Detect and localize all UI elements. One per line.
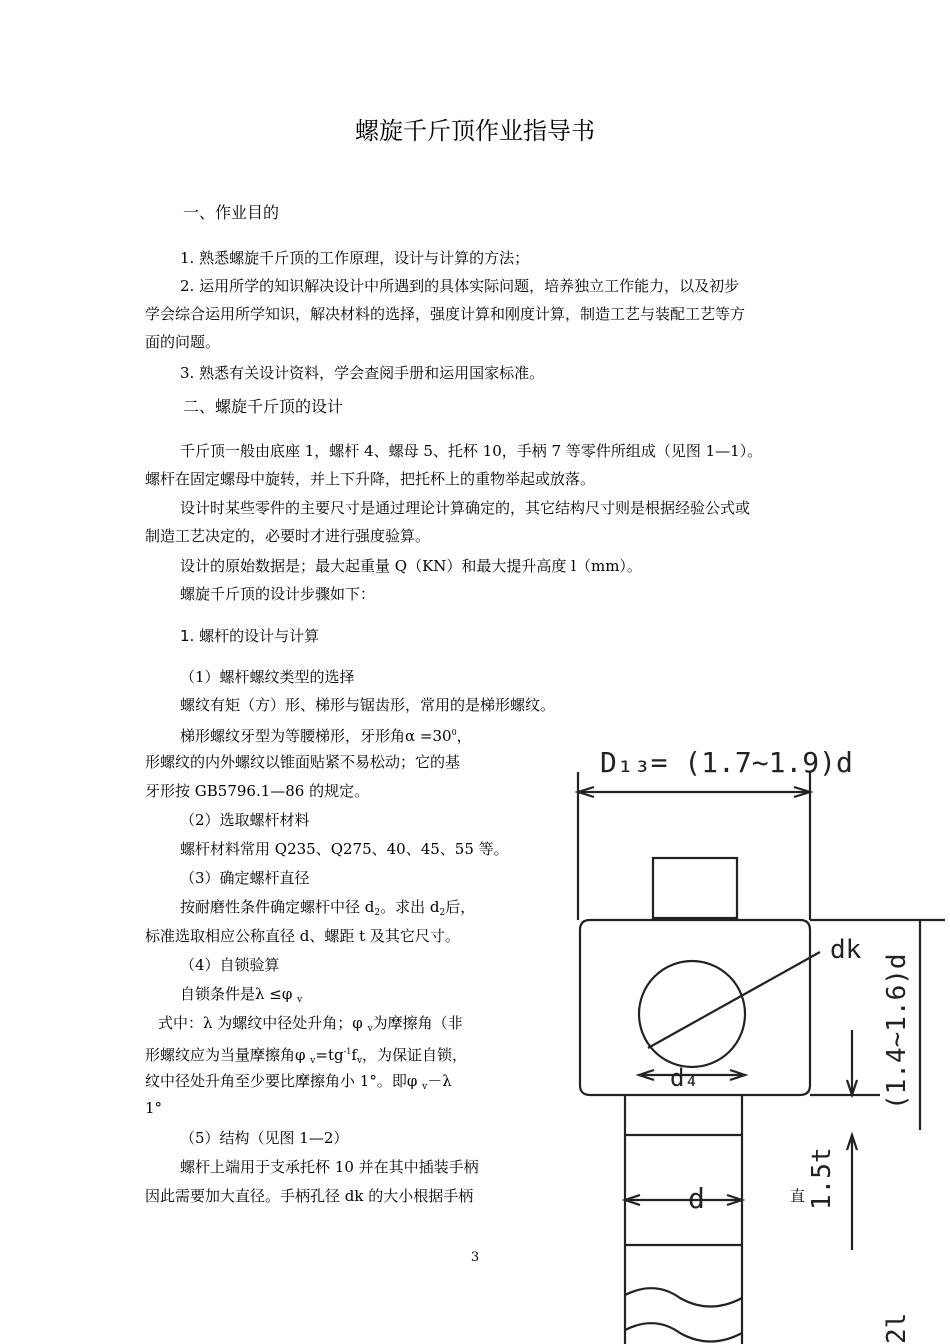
paragraph: 螺杆上端用于支承托杯 10 并在其中插装手柄 xyxy=(180,1158,479,1176)
step-heading: （2）选取螺杆材料 xyxy=(180,811,310,829)
dim-top-label: D₁₃= (1.7~1.9)d xyxy=(600,746,853,779)
paragraph: 螺杆材料常用 Q235、Q275、40、45、55 等。 xyxy=(180,840,509,858)
step-heading: （5）结构（见图 1—2） xyxy=(180,1129,349,1147)
section-heading-purpose: 一、作业目的 xyxy=(183,203,280,222)
paragraph: 形螺纹的内外螺纹以锥面贴紧不易松动；它的基 xyxy=(145,753,461,771)
paragraph: 2. 运用所学的知识解决设计中所遇到的具体实际问题，培养独立工作能力，以及初步 xyxy=(180,277,740,295)
paragraph-tail: 直 xyxy=(790,1187,806,1205)
paragraph: 千斤顶一般由底座 1，螺杆 4、螺母 5、托杯 10，手柄 7 等零件所组成（见图 1—1）。 xyxy=(180,442,763,460)
height-label: (1.4~1.6)d xyxy=(882,953,912,1110)
paragraph: 标准选取相应公称直径 d、螺距 t 及其它尺寸。 xyxy=(145,927,460,945)
paragraph: 1. 熟悉螺旋千斤顶的工作原理，设计与计算的方法； xyxy=(180,249,530,267)
step-heading: （4）自锁验算 xyxy=(180,956,280,974)
paragraph: 梯形螺纹牙型为等腰梯形，牙形角$\alpha =30^0$， xyxy=(180,727,472,745)
paragraph: 制造工艺决定的，必要时才进行强度验算。 xyxy=(145,527,431,545)
t15-label: 1.5t xyxy=(807,1147,837,1210)
paragraph: 设计时某些零件的主要尺寸是通过理论计算确定的，其它结构尺寸则是根据经验公式或 xyxy=(180,499,751,517)
subsection-heading: 1. 螺杆的设计与计算 xyxy=(180,627,320,645)
page-title: 螺旋千斤顶作业指导书 xyxy=(355,117,595,145)
paragraph: 牙形按 GB5796.1—86 的规定。 xyxy=(145,782,370,800)
paragraph: 螺旋千斤顶的设计步骤如下： xyxy=(180,585,376,603)
paragraph: 纹中径处升角至少要比摩擦角小 1°。即φ $_v$－λ xyxy=(145,1072,452,1092)
paragraph: 3. 熟悉有关设计资料，学会查阅手册和运用国家标准。 xyxy=(180,364,545,382)
paragraph: 1° xyxy=(145,1099,163,1117)
d4-label: d₄ xyxy=(670,1064,699,1092)
paragraph: 形螺纹应为当量摩擦角φ $_v=tg^{-1}f_v$，为保证自锁， xyxy=(145,1046,468,1066)
cut-label: 2l xyxy=(882,1312,912,1344)
d-label: d xyxy=(688,1182,705,1215)
paragraph: 式中：λ 为螺纹中径处升角；φ $_v$为摩擦角（非 xyxy=(158,1014,463,1034)
page-number: 3 xyxy=(470,1250,480,1265)
paragraph: 按耐磨性条件确定螺杆中径 $d_2$。求出 $d_2$后， xyxy=(180,898,476,918)
paragraph: 学会综合运用所学知识，解决材料的选择，强度计算和刚度计算，制造工艺与装配工艺等方 xyxy=(145,305,746,323)
step-heading: （3）确定螺杆直径 xyxy=(180,869,310,887)
section-heading-design: 二、螺旋千斤顶的设计 xyxy=(183,397,344,416)
paragraph: 自锁条件是λ ≤φ $_v$ xyxy=(180,985,303,1005)
dk-label: dk xyxy=(830,935,862,965)
step-heading: （1）螺杆螺纹类型的选择 xyxy=(180,668,355,686)
paragraph: 因此需要加大直径。手柄孔径 dk 的大小根据手柄 xyxy=(145,1187,474,1205)
paragraph: 螺纹有矩（方）形、梯形与锯齿形，常用的是梯形螺纹。 xyxy=(180,696,556,714)
paragraph: 螺杆在固定螺母中旋转，并上下升降，把托杯上的重物举起或放落。 xyxy=(145,470,596,488)
paragraph: 设计的原始数据是；最大起重量 Q（KN）和最大提升高度 l（mm）。 xyxy=(180,557,642,575)
paragraph: 面的问题。 xyxy=(145,333,221,351)
